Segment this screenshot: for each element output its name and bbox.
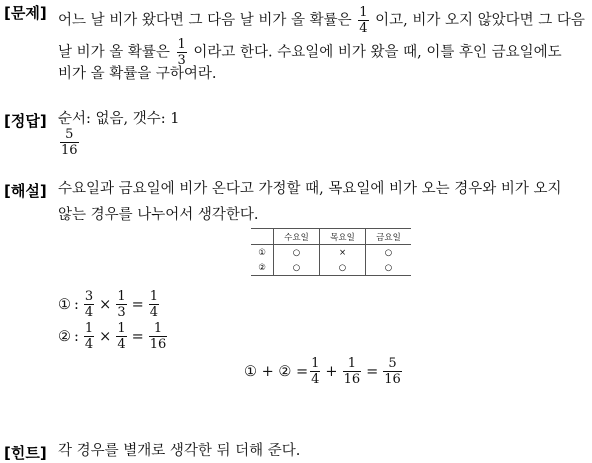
fraction-one-third: $\frac{1}{3}$ — [177, 37, 186, 68]
fraction-one-quarter: $\frac{1}{4}$ — [359, 5, 368, 36]
answer-meta: 순서: 없음, 갯수: 1 — [58, 111, 180, 127]
table-cell: ○ — [274, 260, 320, 276]
table-header-cell: 금요일 — [366, 229, 412, 245]
case-2-equation: ② : $\frac{1}{4}$ × $\frac{1}{4}$ = $\frac{1}{16}$ — [58, 321, 167, 352]
table-header-cell: 목요일 — [320, 229, 366, 245]
cases-table — [251, 228, 411, 276]
table-cell: × — [320, 245, 366, 261]
case-1-equation: ① : $\frac{3}{4}$ × $\frac{1}{3}$ = $\frac{1}{4}$ — [58, 289, 159, 320]
table-cell: ○ — [320, 260, 366, 276]
problem-line-1: 어느 날 비가 왔다면 그 다음 날 비가 올 확률은 $\frac{1}{4}$ 이고, 비가 오지 않았다면 그 다음 — [58, 5, 585, 36]
table-row — [251, 245, 411, 261]
answer-value — [58, 128, 81, 157]
problem-label: [문제] — [4, 4, 47, 22]
explanation-line-2: 않는 경우를 나누어서 생각한다. — [58, 207, 259, 223]
explanation-line-1: 수요일과 금요일에 비가 온다고 가정할 때, 목요일에 비가 오는 경우와 비가 오지 — [58, 181, 562, 197]
table-cell: ○ — [366, 260, 412, 276]
problem-line-2: 날 비가 올 확률은 $\frac{1}{3}$ 이라고 한다. 수요일에 비가 왔을 때, 이틀 후인 금요일에도 — [58, 37, 562, 68]
answer-fraction: $\frac{5}{16}$ — [61, 127, 78, 158]
table-row — [251, 260, 411, 276]
table-cell: ○ — [366, 245, 412, 261]
table-cell: ○ — [274, 245, 320, 261]
table-header-row — [251, 229, 411, 245]
sum-equation: ① + ② = $\frac{1}{4}$ + $\frac{1}{16}$ = $\frac{5}{16}$ — [244, 356, 401, 387]
table-cell: ① — [258, 247, 266, 258]
table-header-cell — [251, 229, 274, 245]
table-cell: ② — [251, 260, 274, 276]
hint-label: [힌트] — [4, 444, 47, 462]
problem-line-3: 비가 올 확률을 구하여라. — [58, 66, 217, 82]
answer-label: [정답] — [4, 112, 47, 130]
hint-text: 각 경우를 별개로 생각한 뒤 더해 준다. — [58, 443, 301, 459]
table-header-cell: 수요일 — [274, 229, 320, 245]
explanation-label: [해설] — [4, 182, 47, 200]
